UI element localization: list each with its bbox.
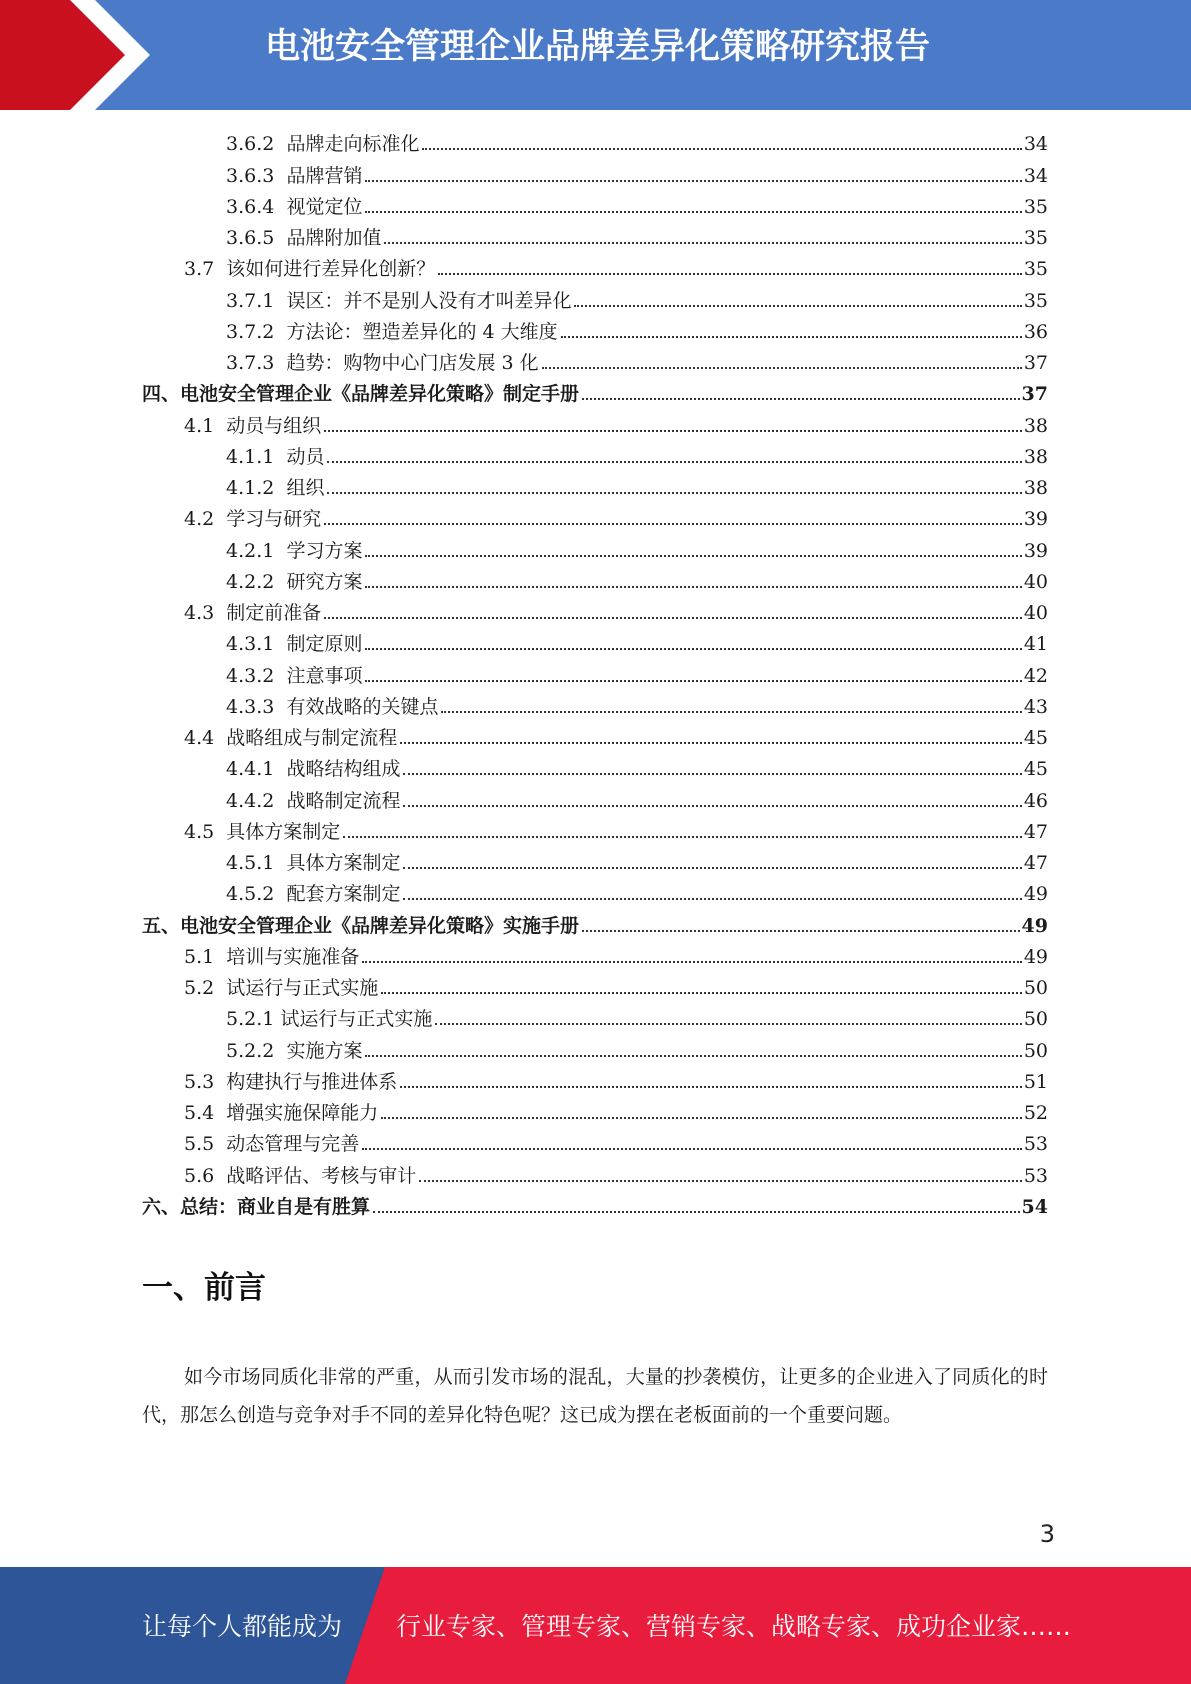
toc-number: 5.2.2: [226, 1039, 287, 1062]
toc-entry[interactable]: [142, 1159, 1048, 1190]
toc-title: 制定原则: [286, 633, 363, 656]
toc-number: 3.6.5: [226, 227, 287, 249]
intro-paragraph: 如今市场同质化非常的严重，从而引发市场的混乱，大量的抄袭模仿，让更多的企业进入了同质化的时代，那怎么创造与竞争对手不同的差异化特色呢？这已成为摆在老板面前的一个重要问题。: [142, 1366, 1048, 1426]
toc-number: 4.3: [184, 602, 227, 624]
toc-entry[interactable]: [142, 534, 1048, 565]
toc-number: 5.3: [184, 1070, 227, 1093]
page-footer: [0, 1567, 1191, 1684]
toc-dot-leader: [365, 680, 1021, 682]
toc-title: 品牌营销: [286, 164, 363, 187]
toc-entry[interactable]: [142, 847, 1048, 878]
toc-title: 构建执行与推进体系: [226, 1070, 398, 1093]
toc-entry[interactable]: [142, 316, 1048, 347]
section-heading: 一、前言: [142, 1270, 266, 1306]
toc-page-number: 50: [1023, 977, 1048, 999]
toc-number: 5.2.1: [226, 1008, 281, 1031]
toc-dot-leader: [384, 242, 1021, 244]
toc-title: 该如何进行差异化创新？: [226, 258, 436, 281]
toc-title: 六、总结：商业自是有胜算: [142, 1195, 371, 1218]
toc-dot-leader: [542, 367, 1022, 369]
toc-page-number: 47: [1023, 852, 1048, 874]
toc-entry[interactable]: [142, 1128, 1048, 1159]
toc-title: 战略评估、考核与审计: [226, 1164, 417, 1187]
toc-page-number: 40: [1023, 570, 1048, 593]
toc-dot-leader: [403, 898, 1021, 900]
toc-entry[interactable]: [142, 159, 1048, 190]
toc-page-number: 45: [1023, 758, 1048, 781]
toc-number: 4.2.2: [226, 570, 287, 593]
toc-page-number: 38: [1023, 414, 1048, 437]
toc-page-number: 40: [1023, 602, 1048, 624]
toc-number: 5.4: [184, 1102, 227, 1124]
toc-entry[interactable]: [142, 566, 1048, 597]
toc-dot-leader: [373, 1211, 1020, 1213]
toc-number: 4.5.2: [226, 883, 287, 906]
toc-dot-leader: [574, 305, 1021, 307]
toc-number: 4.4.2: [226, 789, 287, 812]
toc-dot-leader: [381, 1117, 1022, 1119]
toc-page-number: 42: [1023, 664, 1048, 687]
toc-number: 4.2.1: [226, 539, 287, 562]
toc-dot-leader: [381, 992, 1022, 994]
toc-page-number: 52: [1023, 1102, 1048, 1124]
toc-entry[interactable]: [142, 972, 1048, 1003]
toc-entry[interactable]: [142, 472, 1048, 503]
toc-dot-leader: [362, 1148, 1022, 1150]
toc-title: 误区：并不是别人没有才叫差异化: [286, 289, 572, 312]
toc-page-number: 35: [1023, 227, 1048, 249]
toc-number: 5.1: [184, 945, 227, 968]
toc-entry[interactable]: [142, 1066, 1048, 1097]
toc-page-number: 36: [1023, 320, 1048, 343]
toc-number: 4.2: [184, 508, 227, 531]
toc-title: 动员与组织: [226, 414, 322, 437]
toc-entry[interactable]: [142, 284, 1048, 315]
toc-title: 有效战略的关键点: [286, 695, 439, 718]
toc-number: 3.7.2: [226, 320, 287, 343]
toc-entry[interactable]: [142, 191, 1048, 222]
toc-title: 动态管理与完善: [226, 1133, 360, 1156]
toc-dot-leader: [365, 1055, 1021, 1057]
toc-dot-leader: [327, 461, 1021, 463]
toc-number: 4.3.2: [226, 664, 287, 687]
page-number: 3: [1039, 1520, 1055, 1548]
toc-page-number: 51: [1023, 1070, 1048, 1093]
toc-dot-leader: [400, 742, 1022, 744]
toc-entry[interactable]: [142, 691, 1048, 722]
toc-title: 战略结构组成: [286, 758, 401, 781]
toc-number: 3.6.4: [226, 195, 287, 218]
toc-dot-leader: [582, 930, 1020, 932]
toc-page-number: 37: [1021, 383, 1048, 406]
toc-dot-leader: [419, 1180, 1022, 1182]
toc-number: 4.4: [184, 727, 227, 749]
toc-page-number: 49: [1023, 945, 1048, 968]
toc-entry[interactable]: [142, 222, 1048, 253]
toc-page-number: 39: [1023, 508, 1048, 531]
toc-page-number: 53: [1023, 1164, 1048, 1187]
toc-title: 趋势：购物中心门店发展 3 化: [286, 352, 539, 374]
report-title: 电池安全管理企业品牌差异化策略研究报告: [265, 27, 931, 67]
toc-entry[interactable]: [142, 909, 1048, 940]
toc-title: 配套方案制定: [286, 883, 401, 906]
toc-page-number: 34: [1023, 164, 1048, 187]
toc-title: 战略制定流程: [286, 789, 401, 812]
toc-title: 试运行与正式实施: [280, 1008, 433, 1031]
toc-number: 4.1.2: [226, 477, 287, 499]
toc-number: 4.3.3: [226, 695, 287, 718]
toc-page-number: 38: [1023, 477, 1048, 499]
toc-entry[interactable]: [142, 941, 1048, 972]
toc-page-number: 49: [1023, 883, 1048, 906]
toc-dot-leader: [343, 836, 1022, 838]
toc-page-number: 35: [1023, 258, 1048, 281]
toc-dot-leader: [365, 555, 1021, 557]
toc-dot-leader: [362, 961, 1022, 963]
footer-slogan-left: 让每个人都能成为: [142, 1612, 343, 1641]
toc-title: 注意事项: [286, 664, 363, 687]
toc-dot-leader: [561, 336, 1022, 338]
toc-title: 试运行与正式实施: [226, 977, 379, 999]
toc-dot-leader: [365, 211, 1021, 213]
toc-title: 品牌走向标准化: [286, 133, 420, 156]
toc-entry[interactable]: [142, 659, 1048, 690]
toc-entry[interactable]: [142, 378, 1048, 409]
toc-page-number: 37: [1023, 352, 1048, 374]
toc-number: 4.4.1: [226, 758, 287, 781]
toc-title: 学习与研究: [226, 508, 322, 531]
toc-dot-leader: [324, 430, 1022, 432]
toc-entry[interactable]: [142, 347, 1048, 378]
toc-page-number: 50: [1023, 1008, 1048, 1031]
toc-number: 4.1.1: [226, 445, 287, 468]
toc-entry[interactable]: [142, 753, 1048, 784]
toc-title: 制定前准备: [226, 602, 322, 624]
toc-title: 动员: [286, 445, 325, 468]
toc-title: 五、电池安全管理企业《品牌差异化策略》实施手册: [142, 914, 580, 937]
toc-title: 视觉定位: [286, 195, 363, 218]
toc-entry[interactable]: [142, 784, 1048, 815]
toc-title: 四、电池安全管理企业《品牌差异化策略》制定手册: [142, 383, 580, 406]
toc-dot-leader: [365, 180, 1021, 182]
toc-dot-leader: [422, 148, 1021, 150]
toc-page-number: 35: [1023, 195, 1048, 218]
toc-number: 4.5.1: [226, 852, 287, 874]
toc-dot-leader: [400, 1086, 1022, 1088]
toc-entry[interactable]: [142, 878, 1048, 909]
toc-page-number: 47: [1023, 820, 1048, 843]
toc-entry[interactable]: [142, 503, 1048, 534]
toc-number: 5.2: [184, 977, 227, 999]
toc-title: 方法论：塑造差异化的 4 大维度: [286, 320, 558, 343]
toc-number: 3.7.1: [226, 289, 287, 312]
toc-dot-leader: [435, 1023, 1021, 1025]
toc-dot-leader: [324, 523, 1022, 525]
toc-page-number: 54: [1021, 1195, 1048, 1218]
toc-number: 3.7: [184, 258, 227, 281]
toc-page-number: 35: [1023, 289, 1048, 312]
toc-entry[interactable]: [142, 597, 1048, 628]
toc-entry[interactable]: [142, 253, 1048, 284]
toc-dot-leader: [438, 273, 1022, 275]
toc-entry[interactable]: [142, 409, 1048, 440]
toc-entry[interactable]: [142, 628, 1048, 659]
toc-dot-leader: [324, 617, 1022, 619]
toc-page-number: 53: [1023, 1133, 1048, 1156]
toc-entry[interactable]: [142, 816, 1048, 847]
toc-dot-leader: [365, 648, 1021, 650]
toc-page-number: 46: [1023, 789, 1048, 812]
toc-number: 3.6.3: [226, 164, 287, 187]
toc-page-number: 39: [1023, 539, 1048, 562]
toc-title: 具体方案制定: [226, 820, 341, 843]
toc-title: 战略组成与制定流程: [226, 727, 398, 749]
toc-page-number: 41: [1023, 633, 1048, 656]
header-chevron-decoration: [0, 0, 160, 110]
toc-entry[interactable]: [142, 128, 1048, 159]
toc-title: 培训与实施准备: [226, 945, 360, 968]
footer-slogan-right: 行业专家、管理专家、营销专家、战略专家、成功企业家……: [396, 1612, 1072, 1641]
toc-title: 研究方案: [286, 570, 363, 593]
toc-page-number: 43: [1023, 695, 1048, 718]
toc-number: 3.6.2: [226, 133, 287, 156]
toc-entry[interactable]: [142, 1097, 1048, 1128]
toc-dot-leader: [441, 711, 1021, 713]
toc-entry[interactable]: [142, 1003, 1048, 1034]
toc-title: 实施方案: [286, 1039, 363, 1062]
toc-dot-leader: [327, 492, 1021, 494]
toc-page-number: 49: [1021, 914, 1048, 937]
toc-number: 5.6: [184, 1164, 227, 1187]
toc-entry[interactable]: [142, 1191, 1048, 1222]
toc-dot-leader: [582, 398, 1020, 400]
toc-number: 5.5: [184, 1133, 227, 1156]
toc-page-number: 34: [1023, 133, 1048, 156]
toc-title: 学习方案: [286, 539, 363, 562]
toc-title: 增强实施保障能力: [226, 1102, 379, 1124]
toc-title: 具体方案制定: [286, 852, 401, 874]
toc-number: 3.7.3: [226, 352, 287, 374]
toc-entry[interactable]: [142, 722, 1048, 753]
table-of-contents: [142, 128, 1048, 1222]
toc-entry[interactable]: [142, 1034, 1048, 1065]
toc-page-number: 50: [1023, 1039, 1048, 1062]
toc-title: 品牌附加值: [286, 227, 382, 249]
toc-dot-leader: [365, 586, 1021, 588]
toc-number: 4.1: [184, 414, 227, 437]
toc-dot-leader: [403, 773, 1021, 775]
toc-page-number: 45: [1023, 727, 1048, 749]
toc-dot-leader: [403, 867, 1021, 869]
toc-page-number: 38: [1023, 445, 1048, 468]
toc-title: 组织: [286, 477, 325, 499]
page-header: [0, 0, 1191, 110]
toc-dot-leader: [403, 805, 1021, 807]
toc-number: 4.3.1: [226, 633, 287, 656]
toc-number: 4.5: [184, 820, 227, 843]
toc-entry[interactable]: [142, 441, 1048, 472]
